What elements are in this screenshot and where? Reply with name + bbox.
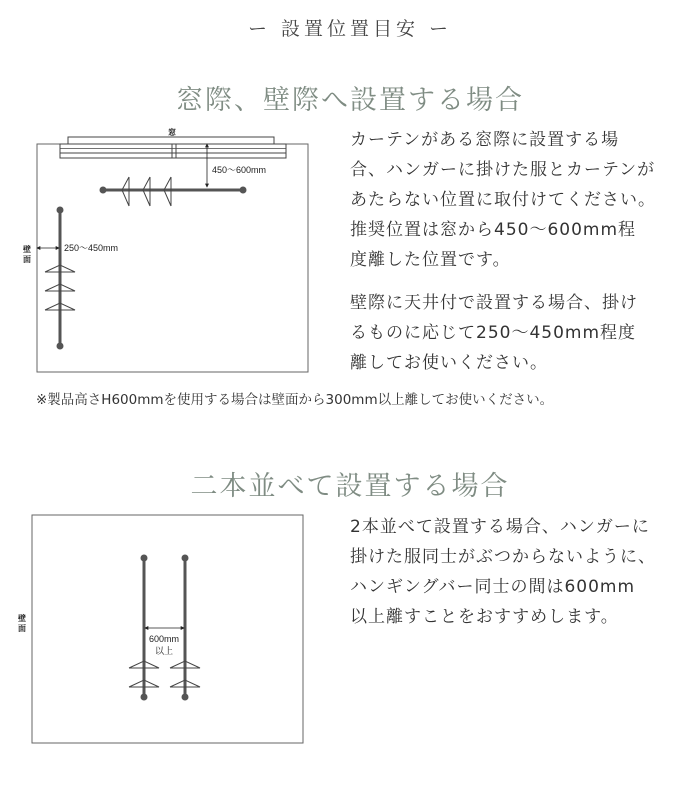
room-outline xyxy=(32,515,303,743)
text-line: 度離した位置です。 xyxy=(350,250,511,270)
wall-label: 面 xyxy=(18,624,26,633)
text-line: ハンギングバー同士の間は600mm xyxy=(350,577,636,597)
text-line: カーテンがある窓際に設置する場 xyxy=(350,130,620,150)
bars-distance-label: 以上 xyxy=(154,646,174,656)
hanging-bar-left xyxy=(129,555,159,701)
text-line: 2本並べて設置する場合、ハンガーに xyxy=(350,517,650,537)
text-line: 壁際に天井付で設置する場合、掛け xyxy=(350,293,638,313)
section-title-window-wall: 窓際、壁際へ設置する場合 xyxy=(176,85,524,116)
hanging-bar-horizontal xyxy=(100,177,247,206)
section-title-two-bars: 二本並べて設置する場合 xyxy=(190,471,510,502)
product-height-note: ※製品高さH600mmを使用する場合は壁面から300mm以上離してお使いください。 xyxy=(36,392,554,408)
wall-label: 壁 xyxy=(23,245,31,254)
window-distance-label: 450〜600mm xyxy=(212,165,267,175)
page-header: ー 設置位置目安 ー xyxy=(247,18,453,40)
text-line: 以上離すことをおすすめします。 xyxy=(350,607,619,627)
text-line: 合、ハンガーに掛けた服とカーテンが xyxy=(350,160,656,180)
window-label: 窓 xyxy=(168,128,176,137)
text-line: るものに応じて250〜450mm程度 xyxy=(350,323,637,343)
wall-label: 面 xyxy=(23,255,31,264)
hanging-bar-vertical xyxy=(45,207,75,350)
text-line: 推奨位置は窓から450〜600mm程 xyxy=(350,220,637,240)
text-line: 掛けた服同士がぶつからないように、 xyxy=(350,547,656,567)
hanging-bar-right xyxy=(170,555,200,701)
wall-label: 壁 xyxy=(18,614,26,623)
text-line: 離してお使いください。 xyxy=(350,353,548,373)
window xyxy=(60,137,286,158)
wall-distance-label: 250〜450mm xyxy=(64,243,119,253)
window-wall-diagram xyxy=(23,127,308,372)
room-outline xyxy=(37,144,308,372)
bars-distance-label: 600mm xyxy=(148,634,180,644)
two-bars-diagram xyxy=(18,515,303,743)
text-line: あたらない位置に取付けてください。 xyxy=(350,190,656,210)
